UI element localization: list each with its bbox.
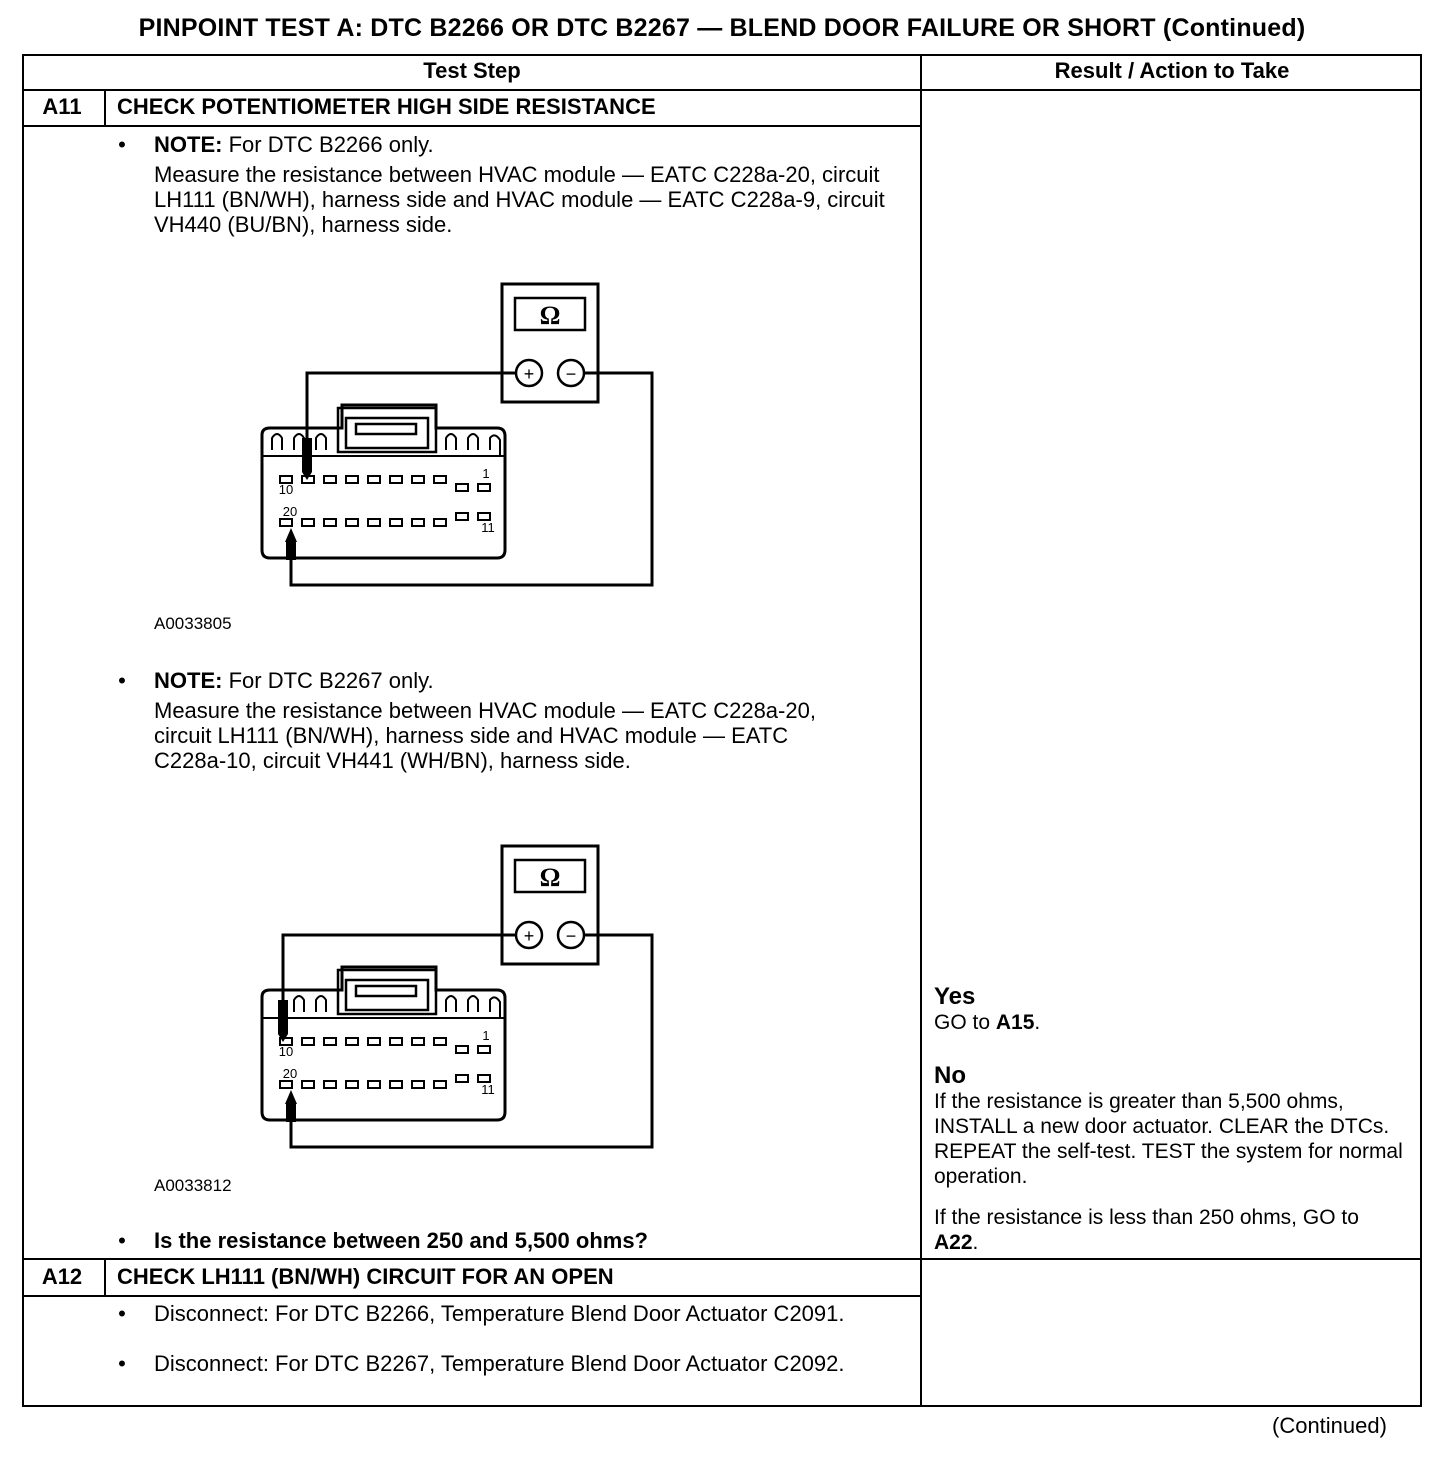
result-no-label: No [934,1062,966,1089]
connector-meter-diagram-1 [250,280,710,600]
measure-instruction-1: Measure the resistance between HVAC module — EATC C228a-20, circuit LH111 (BN/WH), harness side and HVAC module — EATC C228a-9, circuit VH440 (BU/BN), harness side. [154,162,885,237]
minus-terminal: − [565,364,577,384]
pin-label-11: 11 [481,1082,495,1097]
note-b2266 [154,132,894,157]
test-question: Is the resistance between 250 and 5,500 ohms? [154,1228,648,1253]
column-divider [920,54,922,1407]
header-test-step: Test Step [423,58,521,83]
plus-terminal: + [523,926,535,946]
note-text: For DTC B2266 only. [228,132,434,157]
go-to-link-a22[interactable]: A22 [934,1231,973,1254]
ohm-symbol: Ω [539,301,561,330]
a11-id-divider [104,89,106,126]
note-text: For DTC B2267 only. [228,668,434,693]
go-to-text: If the resistance is less than 250 ohms, GO to [934,1206,1359,1229]
plus-terminal: + [523,364,535,384]
measure-instruction-2: Measure the resistance between HVAC module — EATC C228a-20, circuit LH111 (BN/WH), harness side and HVAC module — EATC C228a-10, circuit VH441 (WH/BN), harness side. [154,698,816,773]
result-yes-action: GO to A15. [934,1011,1041,1034]
step-title-a11: CHECK POTENTIOMETER HIGH SIDE RESISTANCE [117,94,656,119]
header-result: Result / Action to Take [1054,58,1290,83]
result-yes-label: Yes [934,983,976,1010]
a12-item-2: Disconnect: For DTC B2267, Temperature Blend Door Actuator C2092. [154,1351,845,1376]
a12-id-divider [104,1258,106,1296]
a11-title-divider [22,125,922,127]
go-to-link-a15[interactable]: A15 [995,1011,1035,1034]
pin-label-11: 11 [481,520,495,535]
pin-label-10: 10 [278,1044,294,1059]
connector-meter-diagram-2 [250,842,710,1162]
continued-footer: (Continued) [1272,1413,1387,1438]
step-id-a12: A12 [41,1264,83,1289]
note-b2267 [154,668,894,693]
step-title-a12: CHECK LH111 (BN/WH) CIRCUIT FOR AN OPEN [117,1264,614,1289]
bullet: • [118,1301,126,1326]
note-label: NOTE: [154,132,223,157]
go-to-text: GO to [934,1011,991,1034]
note-label: NOTE: [154,668,223,693]
figure-id-2: A0033812 [154,1176,232,1195]
result-no-action-1: If the resistance is greater than 5,500 ohms, INSTALL a new door actuator. CLEAR the DTCs. REPEAT the self-test. TEST the system for normal operation. [934,1090,1403,1188]
figure-id-1: A0033805 [154,614,232,633]
a11-a12-divider [22,1258,1422,1260]
bullet: • [118,1351,126,1376]
a12-item-1: Disconnect: For DTC B2266, Temperature Blend Door Actuator C2091. [154,1301,845,1326]
bullet: • [118,668,126,693]
step-id-a11: A11 [42,94,82,119]
bullet: • [118,132,126,157]
a12-title-divider [22,1295,922,1297]
bullet: • [118,1228,126,1253]
pin-label-1: 1 [482,1028,490,1043]
result-no-action-2: If the resistance is less than 250 ohms, GO to A22. [934,1206,1359,1254]
header-divider [22,89,1422,91]
page-title: PINPOINT TEST A: DTC B2266 OR DTC B2267 — BLEND DOOR FAILURE OR SHORT (Continued) [138,14,1306,42]
pin-label-20: 20 [282,504,298,519]
pin-label-1: 1 [482,466,490,481]
pin-label-10: 10 [278,482,294,497]
pin-label-20: 20 [282,1066,298,1081]
minus-terminal: − [565,926,577,946]
ohm-symbol: Ω [539,863,561,892]
